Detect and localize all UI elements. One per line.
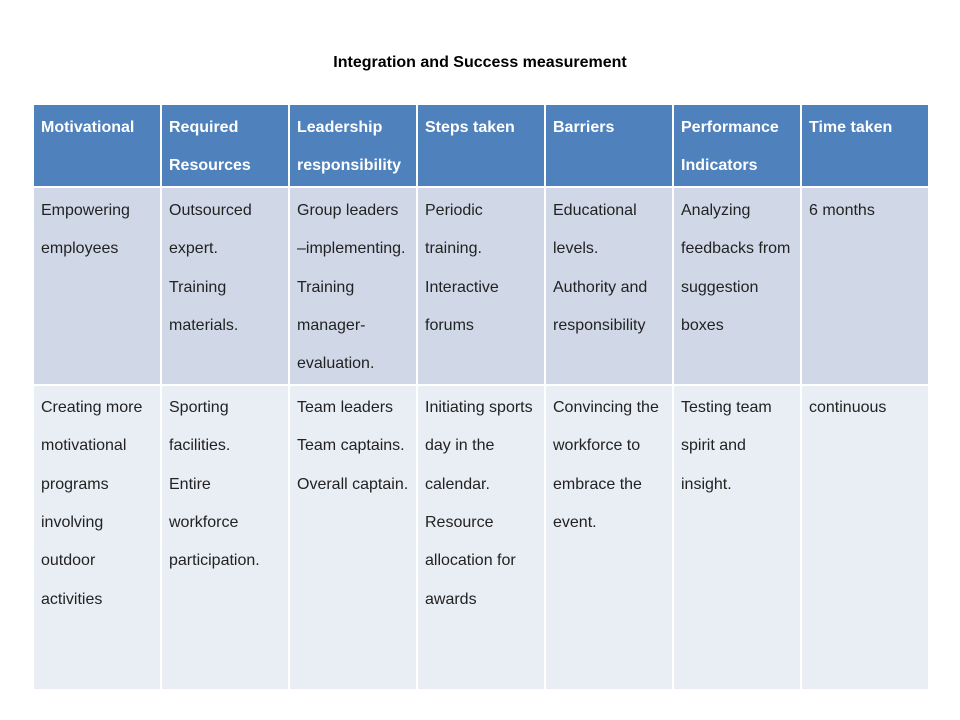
measurement-table — [32, 103, 930, 691]
table-row — [33, 187, 929, 385]
cell-performance-indicators: Analyzing feedbacks from suggestion boxes — [673, 187, 801, 385]
cell-steps-taken: Initiating sports day in the calendar. Resource allocation for awards — [417, 385, 545, 690]
cell-barriers: Educational levels. Authority and responsibility — [545, 187, 673, 385]
cell-motivational: Creating more motivational programs involving outdoor activities — [33, 385, 161, 690]
cell-leadership-responsibility: Team leaders Team captains. Overall captain. — [289, 385, 417, 690]
table-row — [33, 385, 929, 690]
page-title: Integration and Success measurement — [333, 54, 627, 71]
cell-motivational: Empowering employees — [33, 187, 161, 385]
header-steps-taken: Steps taken — [417, 104, 545, 187]
header-required-resources: Required Resources — [161, 104, 289, 187]
header-performance-indicators: Performance Indicators — [673, 104, 801, 187]
cell-required-resources: Outsourced expert. Training materials. — [161, 187, 289, 385]
cell-steps-taken: Periodic training. Interactive forums — [417, 187, 545, 385]
cell-time-taken: 6 months — [801, 187, 929, 385]
header-time-taken: Time taken — [801, 104, 929, 187]
cell-required-resources: Sporting facilities. Entire workforce participation. — [161, 385, 289, 690]
header-leadership-responsibility: Leadership responsibility — [289, 104, 417, 187]
cell-performance-indicators: Testing team spirit and insight. — [673, 385, 801, 690]
table-header-row — [33, 104, 929, 187]
cell-barriers: Convincing the workforce to embrace the event. — [545, 385, 673, 690]
header-barriers: Barriers — [545, 104, 673, 187]
cell-time-taken: continuous — [801, 385, 929, 690]
header-motivational: Motivational — [33, 104, 161, 187]
cell-leadership-responsibility: Group leaders –implementing. Training manager- evaluation. — [289, 187, 417, 385]
